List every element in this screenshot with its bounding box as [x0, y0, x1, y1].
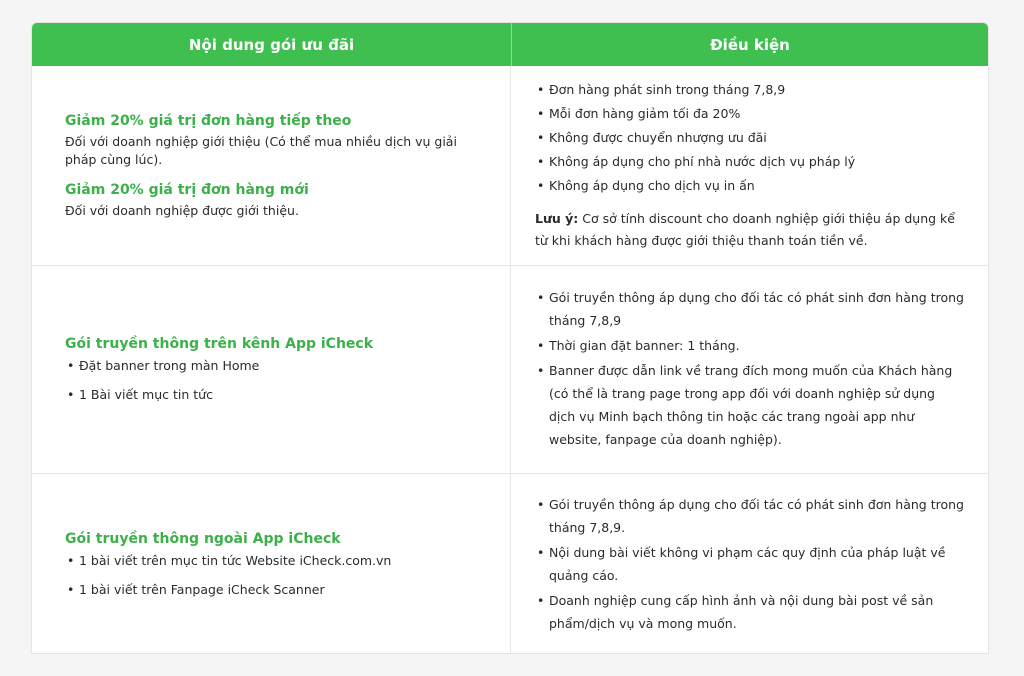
offer-title: Giảm 20% giá trị đơn hàng mới	[65, 181, 309, 198]
offer-cell	[32, 266, 511, 473]
condition-item: • Đơn hàng phát sinh trong tháng 7,8,9	[535, 80, 964, 99]
offer-item: • 1 bài viết trên mục tin tức Website iCheck.com.vn	[65, 551, 480, 570]
table-header	[32, 23, 988, 66]
offer-cell	[32, 474, 511, 654]
condition-item: • Không áp dụng cho phí nhà nước dịch vụ pháp lý	[535, 152, 964, 171]
note	[535, 208, 964, 252]
condition-item: • Gói truyền thông áp dụng cho đối tác có phát sinh đơn hàng trong tháng 7,8,9.	[535, 493, 964, 539]
offer-cell	[32, 66, 511, 265]
header-offer-content: Nội dung gói ưu đãi	[32, 23, 512, 66]
offer-description: Đối với doanh nghiệp được giới thiệu.	[65, 202, 299, 218]
note-label: Lưu ý:	[535, 210, 579, 226]
table-row	[32, 473, 988, 654]
condition-item: • Không áp dụng cho dịch vụ in ấn	[535, 176, 964, 195]
conditions-cell	[511, 66, 988, 265]
table-row	[32, 265, 988, 473]
table-row	[32, 66, 988, 265]
conditions-cell	[511, 266, 988, 473]
condition-item: • Nội dung bài viết không vi phạm các quy định của pháp luật về quảng cáo.	[535, 541, 964, 587]
offer-title: Gói truyền thông ngoài App iCheck	[65, 531, 341, 547]
note-text: Cơ sở tính discount cho doanh nghiệp giới thiệu áp dụng kể từ khi khách hàng được giới thiệu thanh toán tiền về.	[535, 210, 955, 248]
header-conditions: Điều kiện	[710, 35, 790, 54]
condition-item: • Banner được dẫn link về trang đích mong muốn của Khách hàng (có thể là trang page trong app đối với doanh nghiệp sử dụng dịch vụ Minh bạch thông tin hoặc các trang ngoài app như website, fanpage của doanh nghiệp).	[535, 359, 964, 451]
offer-items-list	[65, 356, 480, 404]
offer-item: • Đặt banner trong màn Home	[65, 356, 480, 375]
condition-item: • Gói truyền thông áp dụng cho đối tác có phát sinh đơn hàng trong tháng 7,8,9	[535, 286, 964, 332]
offer-title: Giảm 20% giá trị đơn hàng tiếp theo	[65, 112, 352, 129]
condition-item: • Doanh nghiệp cung cấp hình ảnh và nội dung bài post về sản phẩm/dịch vụ và mong muốn.	[535, 589, 964, 635]
promotion-table	[31, 22, 989, 654]
offer-items-list	[65, 551, 480, 599]
offer-title: Gói truyền thông trên kênh App iCheck	[65, 336, 374, 352]
condition-item: • Mỗi đơn hàng giảm tối đa 20%	[535, 104, 964, 123]
condition-item: • Không được chuyển nhượng ưu đãi	[535, 128, 964, 147]
conditions-list	[535, 286, 964, 453]
conditions-cell	[511, 474, 988, 654]
offer-description: Đối với doanh nghiệp giới thiệu (Có thể mua nhiều dịch vụ giải pháp cùng lúc).	[65, 133, 457, 167]
conditions-list	[535, 493, 964, 637]
condition-item: • Thời gian đặt banner: 1 tháng.	[535, 334, 964, 357]
offer-item: • 1 bài viết trên Fanpage iCheck Scanner	[65, 580, 480, 599]
offer-item: • 1 Bài viết mục tin tức	[65, 385, 480, 404]
conditions-list	[535, 80, 964, 200]
